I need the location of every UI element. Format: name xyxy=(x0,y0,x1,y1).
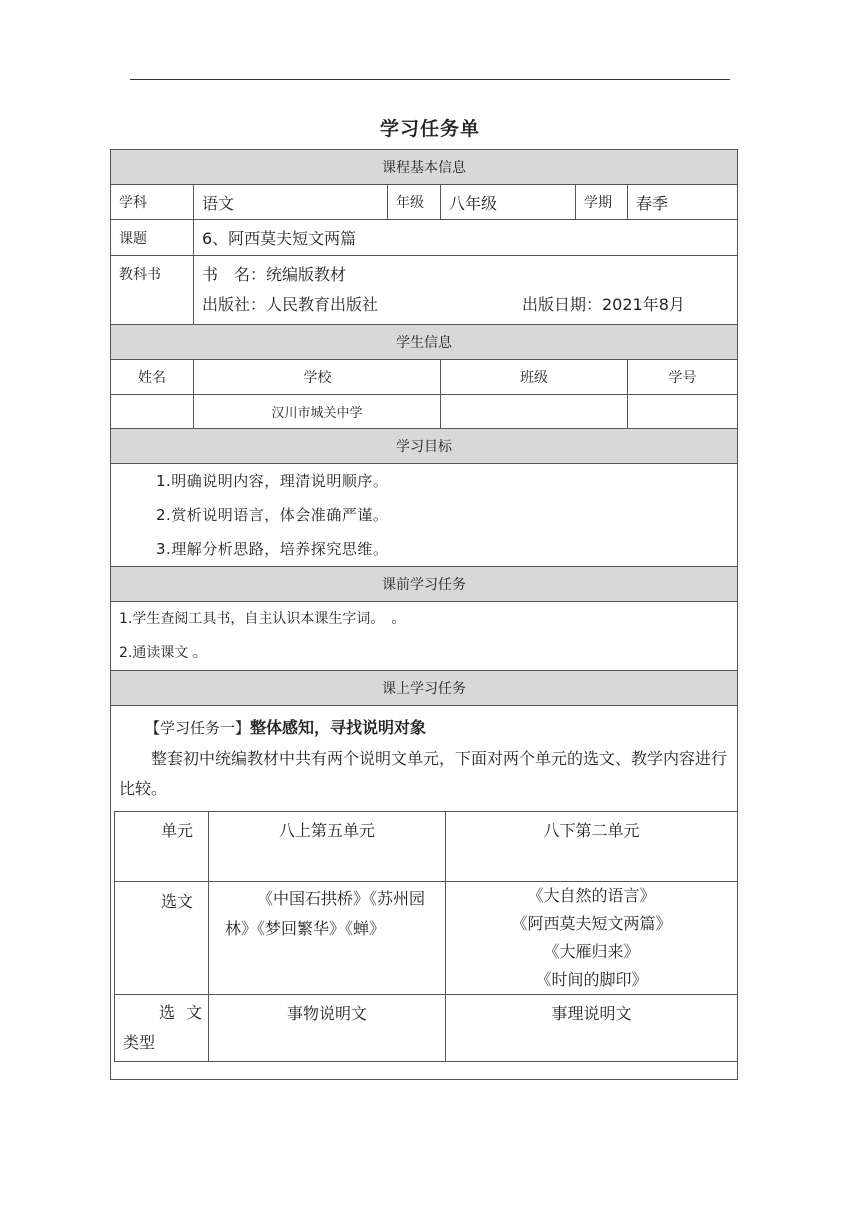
subject-value: 语文 xyxy=(194,185,388,220)
textbook-label: 教科书 xyxy=(111,256,194,325)
pre-class-item: 1.学生查阅工具书，自主认识本课生字词。 。 xyxy=(119,611,406,627)
header-rule xyxy=(130,79,730,80)
learning-goal-item: 2.赏析说明语言，体会准确严谨。 xyxy=(156,506,389,524)
unit-8b-text-type: 事理说明文 xyxy=(446,995,738,1062)
task-intro: 整套初中统编教材中共有两个说明文单元，下面对两个单元的选文、教学内容进行比较。 xyxy=(119,749,728,798)
section-learning-goals: 学习目标 xyxy=(111,429,738,464)
unit-comparison-table xyxy=(114,811,738,1062)
unit-header: 单元 xyxy=(115,812,209,882)
section-in-class: 课上学习任务 xyxy=(111,671,738,706)
topic-label: 课题 xyxy=(111,220,194,256)
learning-goal-item: 1.明确说明内容，理清说明顺序。 xyxy=(156,472,389,490)
selection-label: 选文 xyxy=(115,882,209,995)
learning-goal-item: 3.理解分析思路，培养探究思维。 xyxy=(156,540,389,558)
student-id-cell xyxy=(628,395,738,429)
term-value: 春季 xyxy=(628,185,738,220)
unit-8b-header: 八下第二单元 xyxy=(446,812,738,882)
student-header-school-text: 学校 xyxy=(303,370,332,386)
textbook-details xyxy=(194,256,738,325)
unit-8a-selections-line1: 《中国石拱桥》《苏州园 xyxy=(257,889,426,908)
task-tag: 【学习任务一】 xyxy=(145,719,251,737)
section-pre-class: 课前学习任务 xyxy=(111,567,738,602)
task-heading xyxy=(111,716,737,740)
topic-value: 6、阿西莫夫短文两篇 xyxy=(194,220,738,256)
unit-8a-text-type: 事物说明文 xyxy=(209,995,446,1062)
subject-label: 学科 xyxy=(111,185,194,220)
task-title: 整体感知，寻找说明对象 xyxy=(250,718,427,737)
student-name-cell xyxy=(111,395,194,429)
section-student-info: 学生信息 xyxy=(111,325,738,360)
unit-8a-header: 八上第五单元 xyxy=(209,812,446,882)
unit-8a-selections-line2: 林》《梦回繁华》《蝉》 xyxy=(225,919,386,938)
textbook-publisher: 出版社：人民教育出版社 xyxy=(202,295,379,314)
student-school-cell: 汉川市城关中学 xyxy=(194,395,441,429)
unit-8a-selections xyxy=(209,882,446,995)
unit-8b-selection-item: 《大自然的语言》 xyxy=(527,886,656,905)
grade-value: 八年级 xyxy=(441,185,576,220)
unit-8b-selection-item: 《时间的脚印》 xyxy=(535,970,648,989)
student-header-id: 学号 xyxy=(628,360,738,395)
student-header-school xyxy=(194,360,441,395)
student-class-cell xyxy=(441,395,628,429)
page-title: 学习任务单 xyxy=(379,118,480,140)
textbook-name: 书 名：统编版教材 xyxy=(202,265,347,284)
student-header-name: 姓名 xyxy=(111,360,194,395)
pre-class-item: 2.通读课文 。 xyxy=(119,645,207,661)
text-type-label-line1: 选 文 xyxy=(159,1003,206,1022)
grade-label: 年级 xyxy=(388,185,441,220)
text-type-label-line2: 类型 xyxy=(123,1033,156,1052)
term-label: 学期 xyxy=(576,185,628,220)
student-header-class: 班级 xyxy=(441,360,628,395)
learning-goals-list xyxy=(111,464,738,567)
unit-8b-selection-item: 《阿西莫夫短文两篇》 xyxy=(511,914,672,933)
text-type-label xyxy=(115,995,209,1062)
textbook-publish-date: 出版日期：2021年8月 xyxy=(522,295,685,314)
section-course-info: 课程基本信息 xyxy=(111,150,738,185)
pre-class-list xyxy=(111,602,738,671)
textbook-publisher-row xyxy=(202,290,737,320)
unit-8b-selections xyxy=(446,882,738,995)
unit-8b-selection-item: 《大雁归来》 xyxy=(543,942,640,961)
